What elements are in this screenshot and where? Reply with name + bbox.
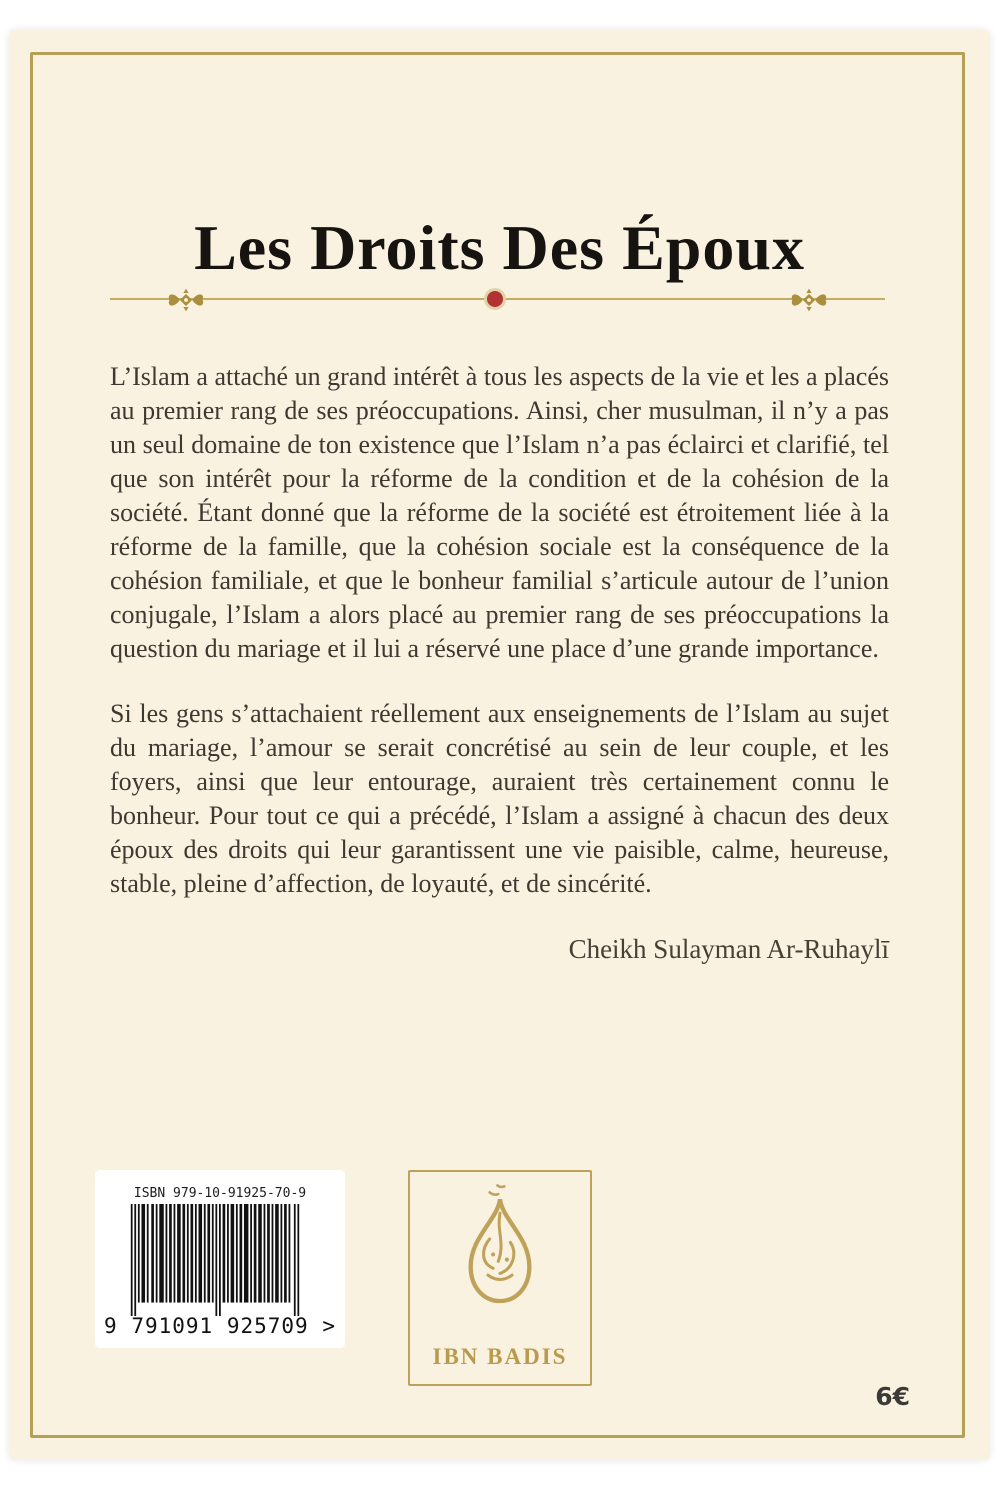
publisher-name: IBN BADIS bbox=[432, 1344, 568, 1369]
divider-center-dot-icon bbox=[484, 288, 506, 310]
price-label: 6€ bbox=[875, 1382, 910, 1411]
publisher-logo bbox=[408, 1170, 592, 1386]
paragraph-1: L’Islam a attaché un grand intérêt à tous les aspects de la vie et les a placés au premier rang de ses préoccupations. Ainsi, cher musulman, il n’y a pas un seul domaine de ton existence que l’Islam n’a pas éclairci et clarifié, tel que son intérêt pour la réforme de la condition et de la cohésion de la société. Étant donné que la réforme de la société est étroitement liée à la réforme de la famille, que la cohésion sociale est la conséquence de la cohésion familiale, et que le bonheur familial s’articule autour de l’union conjugale, l’Islam a alors placé au premier rang de ses préoccupations la question du mariage et il lui a réservé une place d’une grande importance. bbox=[110, 362, 889, 663]
back-cover-text bbox=[110, 360, 889, 997]
divider-flourish-left-icon bbox=[165, 285, 207, 315]
barcode-icon bbox=[129, 1204, 301, 1316]
paragraph-2: Si les gens s’attachaient réellement aux enseignements de l’Islam au sujet du mariage, l’amour se serait concrétisé au sein de leur couple, et les foyers, ainsi que leur entourage, auraient très certainement connu le bonheur. Pour tout ce qui a précédé, l’Islam a assigné à chacun des deux époux des droits qui leur garantissent une vie paisible, calme, heureuse, stable, pleine d’affection, de loyauté, et de sincérité. bbox=[110, 699, 889, 898]
book-title: Les Droits Des Époux bbox=[194, 211, 805, 283]
calligraphy-teardrop-icon bbox=[448, 1182, 552, 1320]
isbn-barcode-block bbox=[95, 1170, 345, 1348]
book-back-cover bbox=[9, 30, 990, 1460]
title-divider bbox=[110, 282, 885, 318]
author-signature: Cheikh Sulayman Ar-Ruhaylī bbox=[568, 934, 889, 964]
divider-flourish-right-icon bbox=[788, 285, 830, 315]
isbn-label: ISBN 979-10-91925-70-9 bbox=[133, 1186, 307, 1201]
barcode-digits: 9 791091 925709 > bbox=[104, 1314, 336, 1338]
